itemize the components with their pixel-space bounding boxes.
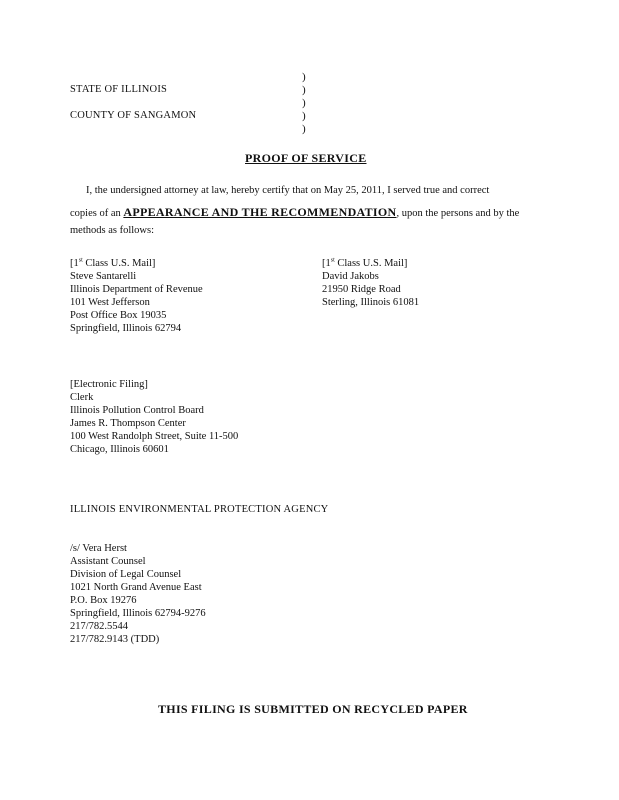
- recipient-line: Post Office Box 19035: [70, 310, 167, 321]
- recycled-paper-notice: THIS FILING IS SUBMITTED ON RECYCLED PAPER: [158, 702, 468, 716]
- certification-line-1: I, the undersigned attorney at law, hereby certify that on May 25, 2011, I served true and correct: [86, 185, 490, 196]
- caption-paren-5: ): [302, 123, 306, 135]
- recipient-line: Springfield, Illinois 62794: [70, 323, 182, 334]
- recipient-line: Illinois Department of Revenue: [70, 284, 203, 295]
- recipient-line: David Jakobs: [322, 271, 379, 282]
- recipient-line: 100 West Randolph Street, Suite 11-500: [70, 431, 239, 442]
- signature-line: Assistant Counsel: [70, 556, 146, 567]
- certification-line-2-pre: copies of an: [70, 208, 124, 219]
- recipient-line: James R. Thompson Center: [70, 418, 186, 429]
- recipient-line: Chicago, Illinois 60601: [70, 444, 169, 455]
- service-block-electronic: [70, 378, 238, 456]
- caption-paren-3: ): [302, 97, 306, 109]
- caption-state: STATE OF ILLINOIS: [70, 84, 168, 95]
- certification-line-2-post: , upon the persons and by the: [396, 208, 520, 219]
- signature-line: 217/782.9143 (TDD): [70, 634, 160, 645]
- service-method-left: [1st Class U.S. Mail]: [70, 257, 156, 269]
- served-document-title: APPEARANCE AND THE RECOMMENDATION: [123, 205, 397, 219]
- recipient-line: Clerk: [70, 392, 94, 403]
- service-method-right: [1st Class U.S. Mail]: [322, 257, 408, 269]
- page-title: PROOF OF SERVICE: [245, 151, 367, 165]
- caption-paren-4: ): [302, 110, 306, 122]
- certification-line-3: methods as follows:: [70, 225, 154, 236]
- caption-county: COUNTY OF SANGAMON: [70, 110, 197, 121]
- recipient-line: 21950 Ridge Road: [322, 284, 401, 295]
- agency-name: ILLINOIS ENVIRONMENTAL PROTECTION AGENCY: [70, 504, 329, 515]
- service-block-left: [70, 257, 203, 335]
- signature-line: 217/782.5544: [70, 621, 129, 632]
- recipient-line: Sterling, Illinois 61081: [322, 297, 420, 308]
- recipient-line: Illinois Pollution Control Board: [70, 405, 204, 416]
- caption-paren-2: ): [302, 84, 306, 96]
- recipient-line: 101 West Jefferson: [70, 297, 150, 308]
- caption-paren-1: ): [302, 71, 306, 83]
- signature-line: Springfield, Illinois 62794-9276: [70, 608, 206, 619]
- signature-line: Division of Legal Counsel: [70, 569, 182, 580]
- signature-line: 1021 North Grand Avenue East: [70, 582, 202, 593]
- signature-name: /s/ Vera Herst: [70, 543, 127, 554]
- signature-line: P.O. Box 19276: [70, 595, 137, 606]
- service-method-electronic: [Electronic Filing]: [70, 379, 148, 390]
- signature-block: [70, 542, 206, 646]
- service-block-right: [322, 257, 419, 309]
- recipient-line: Steve Santarelli: [70, 271, 137, 282]
- certification-line-2: [70, 206, 519, 220]
